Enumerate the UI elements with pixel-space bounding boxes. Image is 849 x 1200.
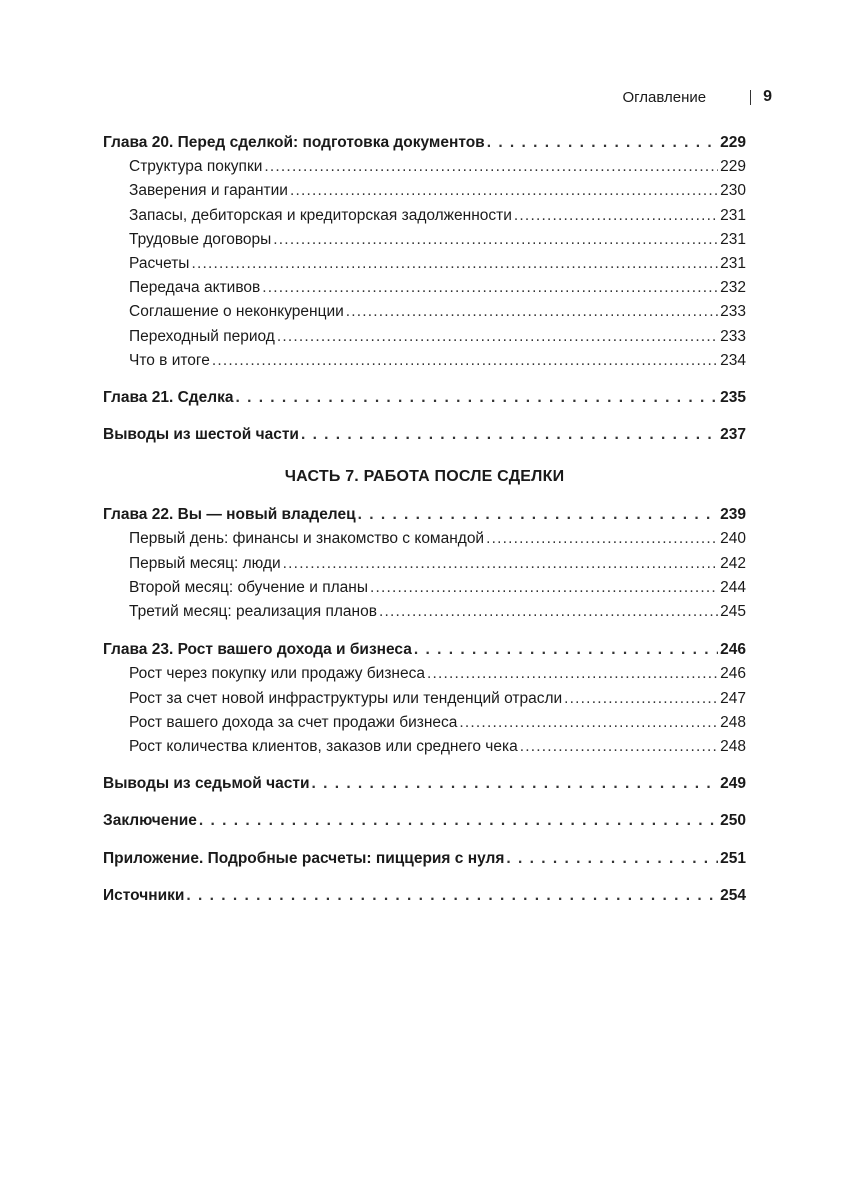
toc-item[interactable]: Заверения и гарантии ..... 230 — [103, 182, 746, 206]
toc-conclusions-part-6[interactable]: Выводы из шестой части . . . 237 — [103, 426, 746, 450]
toc-chapter-21[interactable]: Глава 21. Сделка . . . 235 — [103, 389, 746, 413]
toc-item[interactable]: Что в итоге ..... 234 — [103, 352, 746, 376]
toc-conclusion[interactable]: Заключение . . . 250 — [103, 812, 746, 836]
table-of-contents — [103, 134, 746, 911]
toc-chapter-23[interactable]: Глава 23. Рост вашего дохода и бизнеса . . . 246 — [103, 641, 746, 665]
toc-chapter-20[interactable]: Глава 20. Перед сделкой: подготовка документов . . . 229 — [103, 134, 746, 158]
toc-item[interactable]: Первый день: финансы и знакомство с командой ..... 240 — [103, 530, 746, 554]
toc-item[interactable]: Соглашение о неконкуренции ..... 233 — [103, 303, 746, 327]
toc-sources[interactable]: Источники . . . 254 — [103, 887, 746, 911]
toc-chapter-22[interactable]: Глава 22. Вы — новый владелец . . . 239 — [103, 506, 746, 530]
toc-item[interactable]: Рост вашего дохода за счет продажи бизнеса ..... 248 — [103, 714, 746, 738]
running-header — [622, 88, 772, 106]
page-number: 9 — [763, 88, 772, 105]
toc-item[interactable]: Рост через покупку или продажу бизнеса ..... 246 — [103, 665, 746, 689]
toc-item[interactable]: Расчеты ..... 231 — [103, 255, 746, 279]
leader-dots — [487, 134, 718, 152]
toc-item[interactable]: Запасы, дебиторская и кредиторская задолженности ..... 231 — [103, 207, 746, 231]
section-title: Оглавление — [622, 88, 707, 106]
part-7-heading: ЧАСТЬ 7. РАБОТА ПОСЛЕ СДЕЛКИ — [284, 468, 565, 486]
toc-appendix[interactable]: Приложение. Подробные расчеты: пиццерия с нуля . . . 251 — [103, 850, 746, 874]
toc-item[interactable]: Рост количества клиентов, заказов или среднего чека ..... 248 — [103, 738, 746, 762]
toc-item[interactable]: Трудовые договоры ..... 231 — [103, 231, 746, 255]
toc-item[interactable]: Второй месяц: обучение и планы ..... 244 — [103, 579, 746, 603]
toc-item[interactable]: Передача активов ..... 232 — [103, 279, 746, 303]
toc-item[interactable]: Первый месяц: люди ..... 242 — [103, 555, 746, 579]
toc-item[interactable]: Структура покупки ..... 229 — [103, 158, 746, 182]
toc-item[interactable]: Рост за счет новой инфраструктуры или тенденций отрасли ..... 247 — [103, 690, 746, 714]
header-divider — [750, 90, 751, 105]
toc-conclusions-part-7[interactable]: Выводы из седьмой части . . . 249 — [103, 775, 746, 799]
toc-item[interactable]: Третий месяц: реализация планов ..... 245 — [103, 603, 746, 627]
toc-item[interactable]: Переходный период ..... 233 — [103, 328, 746, 352]
